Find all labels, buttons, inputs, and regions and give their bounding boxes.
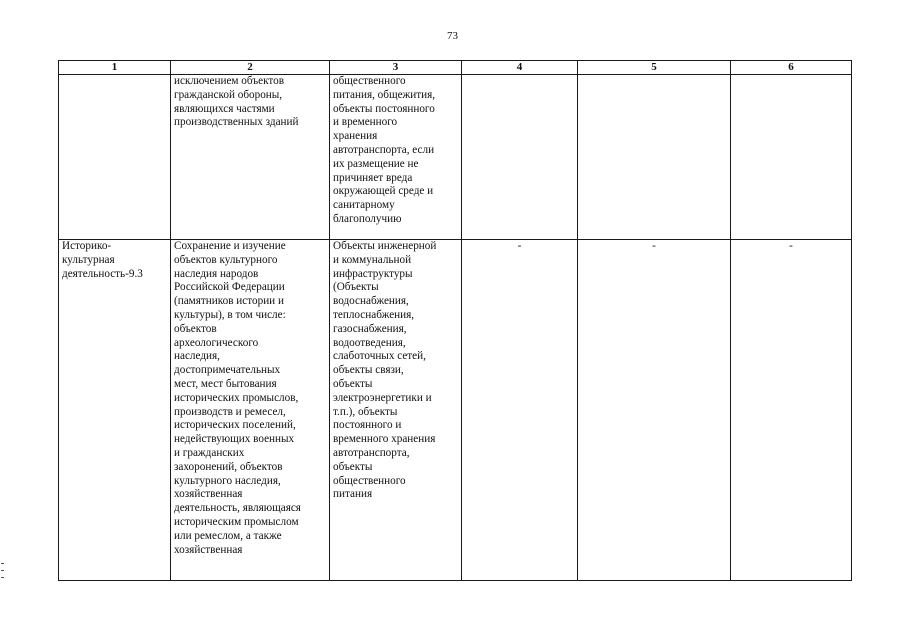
cell-text-line: (памятников истории и (174, 295, 284, 308)
column-header-5: 5 (578, 61, 731, 75)
zoning-table (58, 60, 852, 581)
scan-artifact (1, 570, 4, 571)
cell-activity-type (59, 240, 171, 581)
cell-text-line: Сохранение и изучение (174, 240, 286, 252)
cell-text-line: исторических промыслов, (174, 391, 299, 404)
column-header-2: 2 (171, 61, 330, 75)
column-header-1: 1 (59, 61, 171, 75)
cell-col4: - (462, 240, 578, 581)
cell-col6 (731, 75, 852, 240)
cell-text-line: объекты связи, (333, 364, 404, 377)
cell-text-line: культурная (62, 253, 115, 266)
cell-text-line: культурного наследия, (174, 474, 281, 487)
cell-text-line: автотранспорта, если (333, 143, 435, 156)
cell-text-line: временного хранения (333, 433, 436, 446)
cell-text-line: автотранспорта, (333, 446, 410, 459)
cell-text-line: газоснабжения, (333, 322, 407, 335)
cell-text-line: или ремеслом, а также (174, 529, 282, 542)
cell-text-line: производств и ремесел, (174, 405, 286, 418)
cell-col5 (578, 75, 731, 240)
cell-text-line: Российской Федерации (174, 281, 285, 294)
cell-text-line: и гражданских (174, 446, 245, 459)
cell-text-line: объекты постоянного (333, 102, 435, 115)
column-header-3: 3 (330, 61, 462, 75)
cell-text-line: исторических поселений, (174, 419, 296, 432)
cell-text-line: мест, мест бытования (174, 377, 277, 390)
cell-text-line: инфраструктуры (333, 267, 413, 280)
cell-text-line: причиняет вреда (333, 171, 413, 184)
cell-text-line: хранения (333, 130, 378, 143)
cell-text-line: водоснабжения, (333, 295, 409, 308)
cell-text-line: питания, общежития, (333, 88, 436, 101)
cell-text-line: водоотведения, (333, 336, 406, 349)
cell-text-line: окружающей среде и (333, 185, 434, 198)
cell-text-line: слаботочных сетей, (333, 350, 426, 363)
cell-text-line: санитарному (333, 199, 395, 212)
table-row (59, 240, 852, 581)
cell-text-line: исключением объектов (174, 75, 284, 87)
cell-auxiliary-uses (330, 240, 462, 581)
cell-text-line: Объекты инженерной (333, 240, 437, 252)
cell-col6: - (731, 240, 852, 581)
cell-activity-type (59, 75, 171, 240)
cell-col5: - (578, 240, 731, 581)
column-header-6: 6 (731, 61, 852, 75)
cell-description (171, 240, 330, 581)
column-header-4: 4 (462, 61, 578, 75)
cell-text-line: недействующих военных (174, 433, 295, 446)
cell-text-line: питания (333, 488, 373, 501)
cell-text-line: производственных зданий (174, 116, 299, 129)
cell-description (171, 75, 330, 240)
cell-text-line: (Объекты (333, 281, 379, 294)
cell-text-line: постоянного и (333, 419, 402, 432)
cell-text-line: их размещение не (333, 157, 419, 170)
cell-text-line: гражданской обороны, (174, 88, 283, 101)
cell-text-line: и коммунальной (333, 253, 412, 266)
cell-text-line: наследия народов (174, 267, 259, 280)
page-number: 73 (447, 30, 458, 42)
cell-text-line: являющихся частями (174, 102, 275, 115)
cell-text-line: археологического (174, 336, 259, 349)
table-header-row (59, 61, 852, 75)
table-row (59, 75, 852, 240)
cell-auxiliary-uses (330, 75, 462, 240)
cell-text-line: объекты (333, 377, 373, 390)
cell-text-line: теплоснабжения, (333, 308, 415, 321)
cell-text-line: электроэнергетики и (333, 391, 432, 404)
cell-text-line: хозяйственная (174, 488, 243, 501)
cell-text-line: деятельность-9.3 (62, 267, 143, 280)
cell-text-line: наследия, (174, 350, 220, 363)
cell-text-line: деятельность, являющаяся (174, 502, 301, 515)
cell-text-line: культуры), в том числе: (174, 308, 286, 321)
cell-text-line: захоронений, объектов (174, 460, 283, 473)
cell-text-line: общественного (333, 75, 406, 87)
cell-text-line: общественного (333, 474, 406, 487)
cell-text-line: объектов культурного (174, 253, 278, 266)
cell-col4 (462, 75, 578, 240)
cell-text-line: объекты (333, 460, 373, 473)
cell-text-line: объектов (174, 322, 217, 335)
cell-text-line: историческим промыслом (174, 515, 299, 528)
cell-text-line: хозяйственная (174, 543, 243, 556)
cell-text-line: достопримечательных (174, 364, 281, 377)
scan-artifact (1, 563, 4, 564)
cell-text-line: и временного (333, 116, 398, 129)
scan-artifact (1, 577, 4, 578)
cell-text-line: благополучию (333, 212, 402, 225)
cell-text-line: Историко- (62, 240, 112, 252)
cell-text-line: т.п.), объекты (333, 405, 398, 418)
